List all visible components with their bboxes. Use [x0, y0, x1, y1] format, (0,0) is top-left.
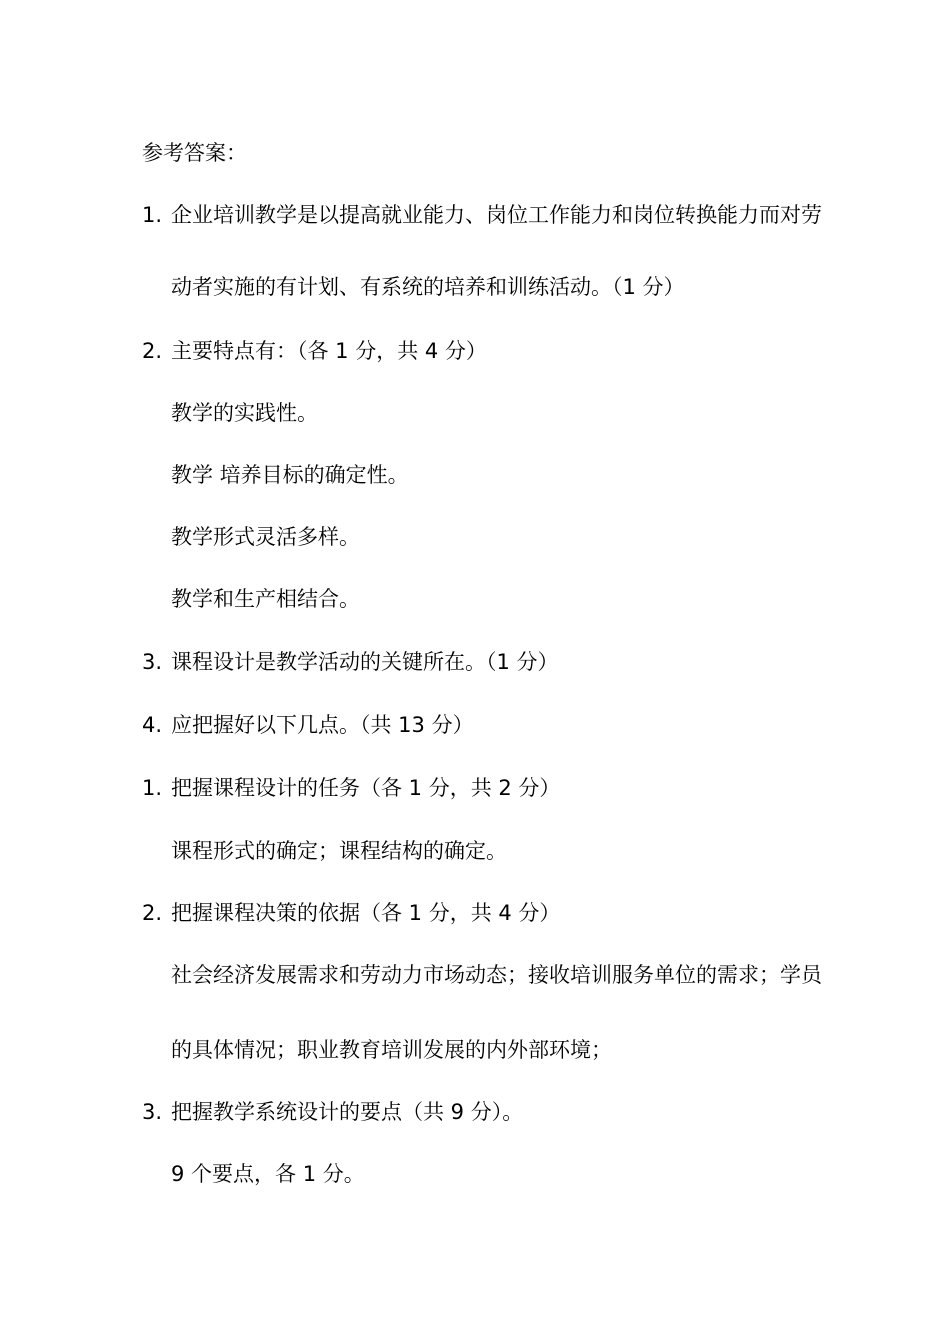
sub-point-2 [142, 898, 560, 928]
answer-2-item-3-text: 教学形式灵活多样。 [171, 525, 360, 549]
answer-4-text: 应把握好以下几点。（共 13 分） [171, 713, 474, 737]
answer-4-number: 4. [142, 713, 163, 737]
sub-point-2-detail-line1: 社会经济发展需求和劳动力市场动态；接收培训服务单位的需求；学员 [171, 963, 822, 987]
answer-1-text-line1: 企业培训教学是以提高就业能力、岗位工作能力和岗位转换能力而对劳 [171, 203, 822, 227]
answer-1 [142, 200, 822, 230]
answer-2-item-1 [171, 398, 318, 428]
sub-point-3 [142, 1097, 523, 1127]
answer-2-item-4-text: 教学和生产相结合。 [171, 587, 360, 611]
sub-point-3-detail-text: 9 个要点，各 1 分。 [171, 1162, 365, 1186]
answer-2-text: 主要特点有：（各 1 分，共 4 分） [171, 339, 487, 363]
sub-point-2-detail-2 [171, 1035, 612, 1065]
sub-point-1-number: 1. [142, 776, 163, 800]
answer-4 [142, 710, 474, 740]
answer-2-item-1-text: 教学的实践性。 [171, 401, 318, 425]
sub-point-2-number: 2. [142, 901, 163, 925]
answer-2-item-2 [171, 460, 409, 490]
sub-point-2-text: 把握课程决策的依据（各 1 分，共 4 分） [171, 901, 561, 925]
answer-2-item-2-text: 教学 培养目标的确定性。 [171, 463, 409, 487]
sub-point-2-detail-1 [171, 960, 822, 990]
page-heading [142, 138, 247, 168]
answer-1-text-line2: 动者实施的有计划、有系统的培养和训练活动。（1 分） [171, 275, 685, 299]
answer-2-number: 2. [142, 339, 163, 363]
answer-2 [142, 336, 487, 366]
sub-point-1 [142, 773, 560, 803]
sub-point-3-detail [171, 1159, 365, 1189]
answer-3-text: 课程设计是教学活动的关键所在。（1 分） [171, 650, 559, 674]
sub-point-3-text: 把握教学系统设计的要点（共 9 分）。 [171, 1100, 524, 1124]
answer-2-item-4 [171, 584, 360, 614]
sub-point-1-detail [171, 836, 507, 866]
answer-3-number: 3. [142, 650, 163, 674]
sub-point-1-text: 把握课程设计的任务（各 1 分，共 2 分） [171, 776, 561, 800]
answer-1-continuation [171, 272, 685, 302]
answer-3 [142, 647, 559, 677]
sub-point-3-number: 3. [142, 1100, 163, 1124]
answer-2-item-3 [171, 522, 360, 552]
heading-text: 参考答案： [142, 141, 247, 165]
sub-point-2-detail-line2: 的具体情况；职业教育培训发展的内外部环境； [171, 1038, 612, 1062]
sub-point-1-detail-text: 课程形式的确定；课程结构的确定。 [171, 839, 507, 863]
answer-1-number: 1. [142, 203, 163, 227]
